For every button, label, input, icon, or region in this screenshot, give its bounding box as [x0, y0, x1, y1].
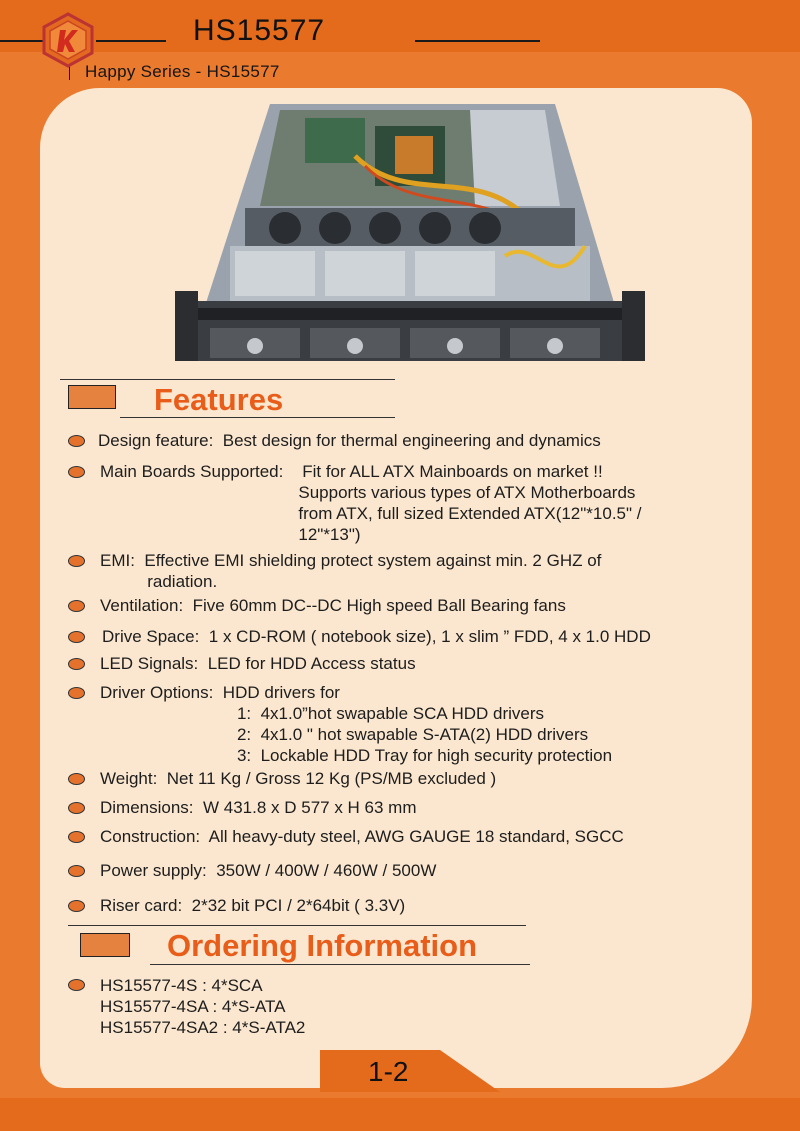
feature-text: Main Boards Supported: Fit for ALL ATX Mainboards on market !! Supports various types of ATX Motherboards from ATX, full sized Extended ATX(12"*10.5" / 12"*13"): [100, 462, 642, 544]
ordering-heading-label: Ordering Information: [167, 928, 477, 963]
bullet-icon: [68, 555, 85, 567]
bullet-icon: [68, 865, 85, 877]
bullet-icon: [68, 831, 85, 843]
bullet-icon: [68, 658, 85, 670]
features-heading-label: Features: [154, 382, 284, 417]
features-rule-top: [60, 379, 395, 380]
header-band: [0, 0, 800, 52]
bullet-icon: [68, 466, 85, 478]
heading-marker: [68, 385, 116, 409]
server-chassis-image: [175, 96, 645, 386]
feature-text: Power supply: 350W / 400W / 460W / 500W: [100, 861, 437, 880]
bullet-icon: [68, 600, 85, 612]
bullet-icon: [68, 687, 85, 699]
feature-text: Design feature: Best design for thermal engineering and dynamics: [98, 431, 601, 450]
header-rule-mid: [96, 40, 166, 42]
page-subtitle: Happy Series - HS15577: [85, 62, 280, 81]
feature-text: Construction: All heavy-duty steel, AWG GAUGE 18 standard, SGCC: [100, 827, 624, 846]
feature-text: Riser card: 2*32 bit PCI / 2*64bit ( 3.3V): [100, 896, 406, 915]
feature-text: EMI: Effective EMI shielding protect system against min. 2 GHZ of radiation.: [100, 551, 602, 591]
feature-text: Weight: Net 11 Kg / Gross 12 Kg (PS/MB excluded ): [100, 769, 497, 788]
bullet-icon: [68, 631, 85, 643]
feature-text: LED Signals: LED for HDD Access status: [100, 654, 416, 673]
page-number: 1-2: [368, 1056, 409, 1087]
bullet-icon: [68, 773, 85, 785]
bullet-icon: [68, 802, 85, 814]
page-number-tab: [320, 1050, 500, 1092]
page-title: HS15577: [193, 14, 326, 47]
bullet-icon: [68, 979, 85, 991]
features-rule-bottom: [120, 417, 395, 418]
feature-text: Ventilation: Five 60mm DC--DC High speed Ball Bearing fans: [100, 596, 566, 615]
feature-text: Drive Space: 1 x CD-ROM ( notebook size), 1 x slim ” FDD, 4 x 1.0 HDD: [102, 627, 651, 646]
header-rule-right: [415, 40, 540, 42]
bullet-icon: [68, 435, 85, 447]
bullet-icon: [68, 900, 85, 912]
ordering-rule-bottom: [150, 964, 530, 965]
footer-band: [0, 1098, 800, 1131]
feature-text: Driver Options: HDD drivers for 1: 4x1.0”hot swapable SCA HDD drivers 2: 4x1.0 " hot swapable S-ATA(2) HDD drivers 3: Lockable HDD Tray for high security protection: [100, 683, 613, 765]
brand-logo-icon: [40, 12, 96, 68]
ordering-models: HS15577-4S : 4*SCA HS15577-4SA : 4*S-ATA HS15577-4SA2 : 4*S-ATA2: [100, 976, 306, 1037]
heading-marker: [80, 933, 130, 957]
feature-text: Dimensions: W 431.8 x D 577 x H 63 mm: [100, 798, 417, 817]
ordering-rule-top: [68, 925, 526, 926]
